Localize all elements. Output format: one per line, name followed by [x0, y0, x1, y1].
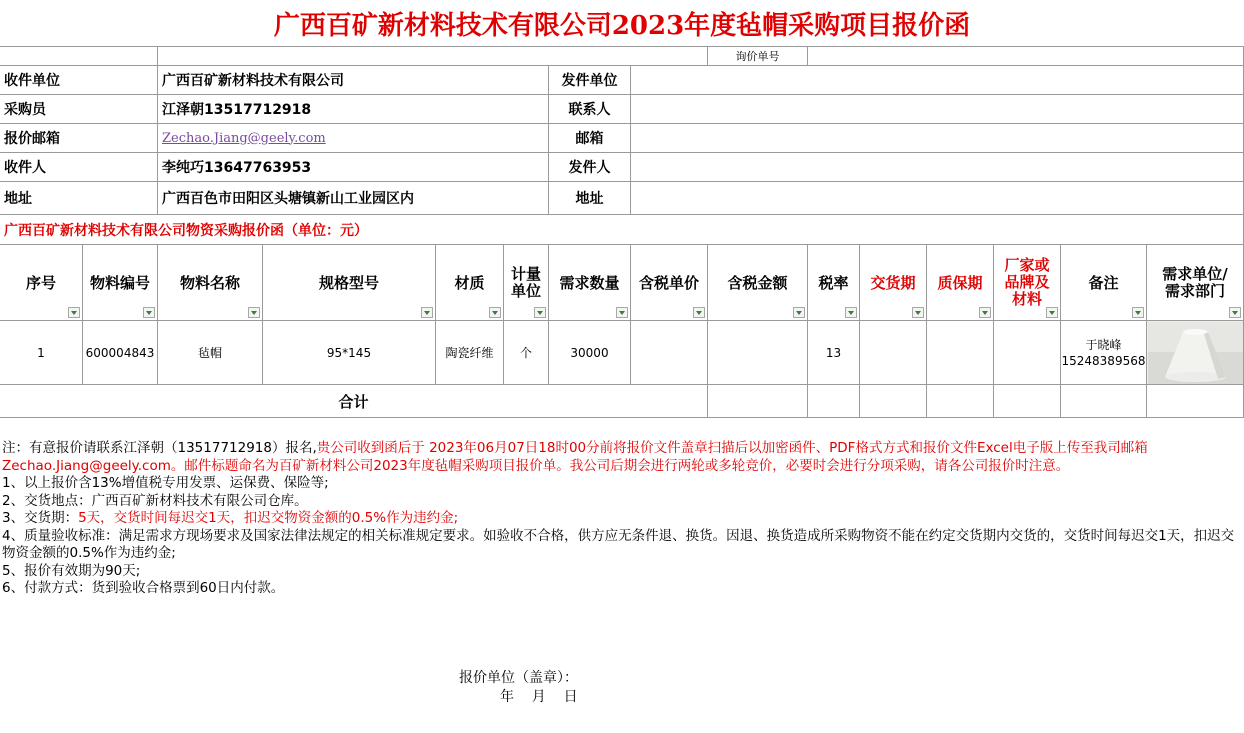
- felt-cap-image: [1148, 322, 1243, 384]
- col-spec[interactable]: [263, 245, 436, 321]
- send-unit-label: 发件单位: [549, 66, 631, 95]
- col-brand-label-2: 品牌及: [1004, 273, 1050, 291]
- contact-value[interactable]: [631, 95, 1244, 124]
- address2-label: 地址: [549, 182, 631, 215]
- total-cell[interactable]: [808, 385, 860, 418]
- address-label: 地址: [0, 182, 158, 215]
- col-remark[interactable]: [1061, 245, 1147, 321]
- filter-dropdown-icon[interactable]: [421, 307, 433, 318]
- col-remark-label: 备注: [1088, 274, 1119, 292]
- note-item-4: 4、质量验收标准：满足需求方现场要求及国家法律法规定的相关标准规定要求。如验收不合格，供方应无条件退、换货。因退、换货造成所采购物资不能在约定交货期内交货的，交货时间每迟交1天，扣迟交物资金额的0.5%作为违约金;: [2, 527, 1235, 561]
- col-code[interactable]: [83, 245, 158, 321]
- section-title: 广西百矿新材料技术有限公司物资采购报价函（单位：元）: [0, 215, 1244, 245]
- col-delivery[interactable]: [860, 245, 927, 321]
- mail-value[interactable]: [631, 124, 1244, 153]
- note-item-5: 5、报价有效期为90天;: [2, 562, 141, 579]
- title-text: 广西百矿新材料技术有限公司2023年度毡帽采购项目报价函: [273, 10, 971, 41]
- total-cell[interactable]: [860, 385, 927, 418]
- row-remark[interactable]: [1061, 321, 1147, 385]
- col-amount[interactable]: [708, 245, 808, 321]
- row-name[interactable]: 毡帽: [158, 321, 263, 385]
- row-warranty[interactable]: [927, 321, 994, 385]
- row-tax[interactable]: 13: [808, 321, 860, 385]
- filter-dropdown-icon[interactable]: [693, 307, 705, 318]
- filter-dropdown-icon[interactable]: [1229, 307, 1241, 318]
- row-unit-price[interactable]: [631, 321, 708, 385]
- row-spec[interactable]: 95*145: [263, 321, 436, 385]
- col-seq[interactable]: [0, 245, 83, 321]
- page-title: [0, 0, 1244, 47]
- mail-label: 邮箱: [549, 124, 631, 153]
- inquiry-no-value[interactable]: [808, 47, 1244, 66]
- col-unit[interactable]: [504, 245, 549, 321]
- col-warranty-label: 质保期: [937, 274, 983, 292]
- inquiry-no-label: 询价单号: [708, 47, 808, 66]
- total-cell[interactable]: [1061, 385, 1147, 418]
- row-brand[interactable]: [994, 321, 1061, 385]
- note-deadline: 贵公司收到函后于 2023年06月07日18时00分前将报价文件盖章扫描后以加密函件、PDF格式方式和报价文件Excel电子版上传至我司邮箱Zechao.Jiang@geely.com。邮件标题命名为百矿新材料公司2023年度毡帽采购项目报价单。我公司后期会进行两轮或多轮竞价，必要时会进行分项采购，请各公司报价时注意。: [2, 440, 1148, 474]
- email-label: 报价邮箱: [0, 124, 158, 153]
- blank-cell: [158, 47, 708, 66]
- total-cell[interactable]: [1147, 385, 1244, 418]
- row-unit[interactable]: 个: [504, 321, 549, 385]
- total-cell[interactable]: [927, 385, 994, 418]
- col-unit-label-1: 计量: [510, 264, 541, 283]
- buyer-label: 采购员: [0, 95, 158, 124]
- buyer-value[interactable]: 江泽朝13517712918: [158, 95, 549, 124]
- filter-dropdown-icon[interactable]: [534, 307, 546, 318]
- filter-dropdown-icon[interactable]: [248, 307, 260, 318]
- col-material-label: 材质: [454, 274, 485, 292]
- recv-unit-value[interactable]: 广西百矿新材料技术有限公司: [158, 66, 549, 95]
- email-value[interactable]: [158, 124, 549, 153]
- filter-dropdown-icon[interactable]: [143, 307, 155, 318]
- recv-unit-label: 收件单位: [0, 66, 158, 95]
- sign-unit: 报价单位（盖章）：: [459, 670, 578, 686]
- row-material[interactable]: 陶瓷纤维: [436, 321, 504, 385]
- col-qty[interactable]: [549, 245, 631, 321]
- total-label: 合计: [0, 385, 708, 418]
- col-code-label: 物料编号: [89, 274, 150, 292]
- filter-dropdown-icon[interactable]: [912, 307, 924, 318]
- note-item-3-detail: 5天，交货时间每迟交1天，扣迟交物资金额的0.5%作为违约金;: [78, 510, 459, 526]
- col-material[interactable]: [436, 245, 504, 321]
- col-brand-label-3: 材料: [1011, 290, 1042, 308]
- col-delivery-label: 交货期: [870, 274, 916, 292]
- notes-block: [2, 440, 1240, 598]
- total-amount[interactable]: [708, 385, 808, 418]
- filter-dropdown-icon[interactable]: [489, 307, 501, 318]
- recipient-label: 收件人: [0, 153, 158, 182]
- filter-dropdown-icon[interactable]: [793, 307, 805, 318]
- note-intro: [2, 440, 1240, 475]
- row-seq[interactable]: 1: [0, 321, 83, 385]
- col-unit-price-label: 含税单价: [638, 274, 699, 292]
- col-warranty[interactable]: [927, 245, 994, 321]
- row-delivery[interactable]: [860, 321, 927, 385]
- contact-label: 联系人: [549, 95, 631, 124]
- product-photo: [1147, 321, 1244, 385]
- filter-dropdown-icon[interactable]: [616, 307, 628, 318]
- note-item-3-label: 3、交货期：: [2, 510, 79, 526]
- email-link[interactable]: Zechao.Jiang@geely.com: [162, 130, 326, 146]
- col-tax[interactable]: [808, 245, 860, 321]
- row-qty[interactable]: 30000: [549, 321, 631, 385]
- sender-label: 发件人: [549, 153, 631, 182]
- col-unit-label-2: 单位: [510, 281, 541, 300]
- col-name[interactable]: [158, 245, 263, 321]
- col-unit-price[interactable]: [631, 245, 708, 321]
- col-spec-label: 规格型号: [318, 274, 379, 292]
- note-item-2: 2、交货地点：广西百矿新材料技术有限公司仓库。: [2, 492, 308, 509]
- filter-dropdown-icon[interactable]: [1132, 307, 1144, 318]
- row-code[interactable]: 600004843: [83, 321, 158, 385]
- col-dept-label-1: 需求单位/: [1162, 264, 1228, 283]
- recipient-value[interactable]: 李纯巧13647763953: [158, 153, 549, 182]
- note-contact: 注：有意报价请联系江泽朝（13517712918）报名,: [2, 440, 317, 456]
- col-qty-label: 需求数量: [559, 274, 620, 292]
- filter-dropdown-icon[interactable]: [68, 307, 80, 318]
- blank-cell: [0, 47, 158, 66]
- col-tax-label: 税率: [818, 274, 849, 292]
- remark-phone: 15248389568: [1061, 353, 1146, 368]
- col-brand-label-1: 厂家或: [1004, 256, 1050, 274]
- filter-dropdown-icon[interactable]: [1046, 307, 1058, 318]
- total-cell[interactable]: [994, 385, 1061, 418]
- remark-name: 于晓峰: [1085, 337, 1122, 352]
- filter-dropdown-icon[interactable]: [845, 307, 857, 318]
- address-value[interactable]: 广西百色市田阳区头塘镇新山工业园区内: [158, 182, 549, 215]
- col-dept[interactable]: [1147, 245, 1244, 321]
- col-dept-label-2: 需求部门: [1164, 281, 1225, 300]
- col-brand[interactable]: [994, 245, 1061, 321]
- col-amount-label: 含税金额: [727, 274, 788, 292]
- send-unit-value[interactable]: [631, 66, 1244, 95]
- note-item-6: 6、付款方式：货到验收合格票到60日内付款。: [2, 580, 285, 596]
- note-item-1: 1、以上报价含13%增值税专用发票、运保费、保险等;: [2, 475, 329, 491]
- sign-date: 年 月 日: [500, 689, 578, 705]
- sender-value[interactable]: [631, 153, 1244, 182]
- col-name-label: 物料名称: [179, 274, 240, 292]
- row-amount[interactable]: [708, 321, 808, 385]
- note-item-3: [2, 510, 1240, 528]
- filter-dropdown-icon[interactable]: [979, 307, 991, 318]
- col-seq-label: 序号: [25, 274, 56, 292]
- address2-value[interactable]: [631, 182, 1244, 215]
